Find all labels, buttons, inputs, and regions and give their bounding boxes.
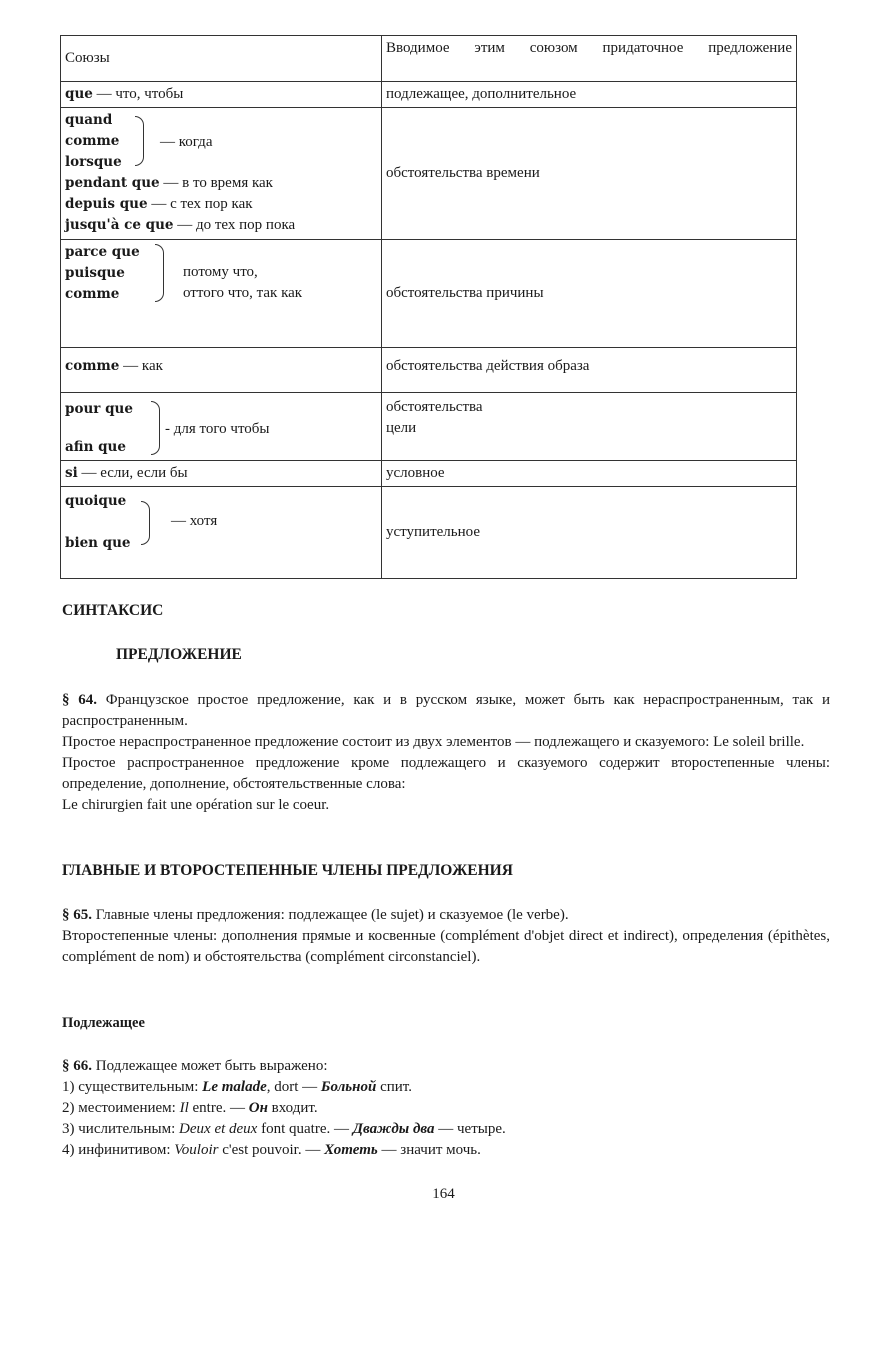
conj-fr: que — [65, 86, 93, 102]
conj-fr: comme — [65, 286, 120, 302]
conj-fr: afin que — [65, 439, 126, 455]
conj-fr: jusqu'à ce que — [65, 217, 174, 233]
clause-cell: обстоятельства причины — [382, 240, 797, 348]
heading-syntax: СИНТАКСИС — [62, 602, 164, 619]
heading-subject: Подлежащее — [62, 1015, 145, 1031]
list-item: 3) числительным: Deux et deux font quatre. — Дважды два — четыре. — [62, 1121, 506, 1137]
conj-fr: si — [65, 465, 78, 481]
paragraph-text: Подлежащее может быть выражено: — [92, 1058, 328, 1074]
conj-fr: puisque — [65, 265, 125, 281]
conj-fr: depuis que — [65, 196, 148, 212]
list-item: 4) инфинитивом: Vouloir c'est pouvoir. — Хотеть — значит мочь. — [62, 1142, 481, 1158]
table-row — [61, 461, 797, 487]
conj-fr: bien que — [65, 535, 131, 551]
list-item: 1) существительным: Le malade, dort — Больной спит. — [62, 1079, 412, 1095]
clause-line: цели — [386, 420, 417, 436]
paragraph-text: Простое нераспространенное предложение состоит из двух элементов — подлежащего и сказуемого: Le soleil brille. — [62, 734, 805, 750]
table-row — [61, 82, 797, 108]
conj-ru: — как — [119, 358, 163, 374]
clause-cell: уступительное — [382, 487, 797, 579]
conj-fr: quoique — [65, 493, 127, 509]
conjunctions-table — [60, 35, 797, 579]
page-number: 164 — [432, 1186, 455, 1202]
section-number: § 64. — [62, 692, 98, 708]
table-row — [61, 487, 797, 579]
conj-fr: quand — [65, 112, 113, 128]
clause-cell: обстоятельства времени — [382, 108, 797, 240]
conj-ru: — когда — [160, 134, 213, 150]
conj-ru: — что, чтобы — [92, 86, 184, 102]
conj-ru: потому что, — [183, 264, 258, 280]
paragraph-66 — [62, 1056, 830, 1161]
conj-fr: comme — [65, 133, 120, 149]
conj-fr: pour que — [65, 401, 133, 417]
conj-ru: — если, если бы — [77, 465, 188, 481]
heading-members: ГЛАВНЫЕ И ВТОРОСТЕПЕННЫЕ ЧЛЕНЫ ПРЕДЛОЖЕНИЯ — [62, 862, 513, 879]
clause-cell: обстоятельства действия образа — [382, 348, 797, 393]
conj-ru: оттого что, так как — [183, 285, 303, 301]
paragraph-64 — [62, 690, 830, 816]
heading-sentence: ПРЕДЛОЖЕНИЕ — [116, 646, 242, 663]
paragraph-text: Главные члены предложения: подлежащее (le sujet) и сказуемое (le verbe). — [92, 907, 569, 923]
brace — [155, 244, 164, 302]
conj-ru: — в то время как — [159, 175, 273, 191]
table-header-row — [61, 36, 797, 82]
list-item: 2) местоимением: Il entre. — Он входит. — [62, 1100, 318, 1116]
clause-line: обстоятельства — [386, 399, 483, 415]
header-clause: Вводимое этим союзом придаточное предложение — [382, 36, 797, 82]
paragraph-text: Французское простое предложение, как и в русском языке, может быть как нераспространенным, так и распространенным. — [62, 692, 831, 729]
brace — [151, 401, 160, 455]
table-row — [61, 348, 797, 393]
clause-cell: условное — [382, 461, 797, 487]
conj-ru: — с тех пор как — [147, 196, 253, 212]
section-number: § 66. — [62, 1058, 92, 1074]
conj-ru: — до тех пор пока — [173, 217, 296, 233]
paragraph-text: Le chirurgien fait une opération sur le coeur. — [62, 797, 330, 813]
conj-ru: — хотя — [171, 513, 218, 529]
brace — [135, 116, 144, 166]
paragraph-65 — [62, 905, 830, 968]
paragraph-text: Второстепенные члены: дополнения прямые и косвенные (complément d'objet direct et indirect), определения (épithètes, complément de nom) и обстоятельства (complément circonstanciel). — [62, 928, 830, 965]
conj-fr: comme — [65, 358, 120, 374]
conj-fr: lorsque — [65, 154, 122, 170]
clause-cell: подлежащее, дополнительное — [382, 82, 797, 108]
table-row — [61, 393, 797, 461]
paragraph-text: Простое распространенное предложение кроме подлежащего и сказуемого содержит второстепенные члены: определение, дополнение, обстоятельственные слова: — [62, 755, 830, 792]
table-row — [61, 108, 797, 240]
conj-fr: pendant que — [65, 175, 160, 191]
conj-fr: parce que — [65, 244, 140, 260]
conj-ru: - для того чтобы — [165, 421, 270, 437]
header-conjunctions: Союзы — [61, 36, 382, 82]
brace — [141, 501, 150, 545]
section-number: § 65. — [62, 907, 92, 923]
table-row — [61, 240, 797, 348]
